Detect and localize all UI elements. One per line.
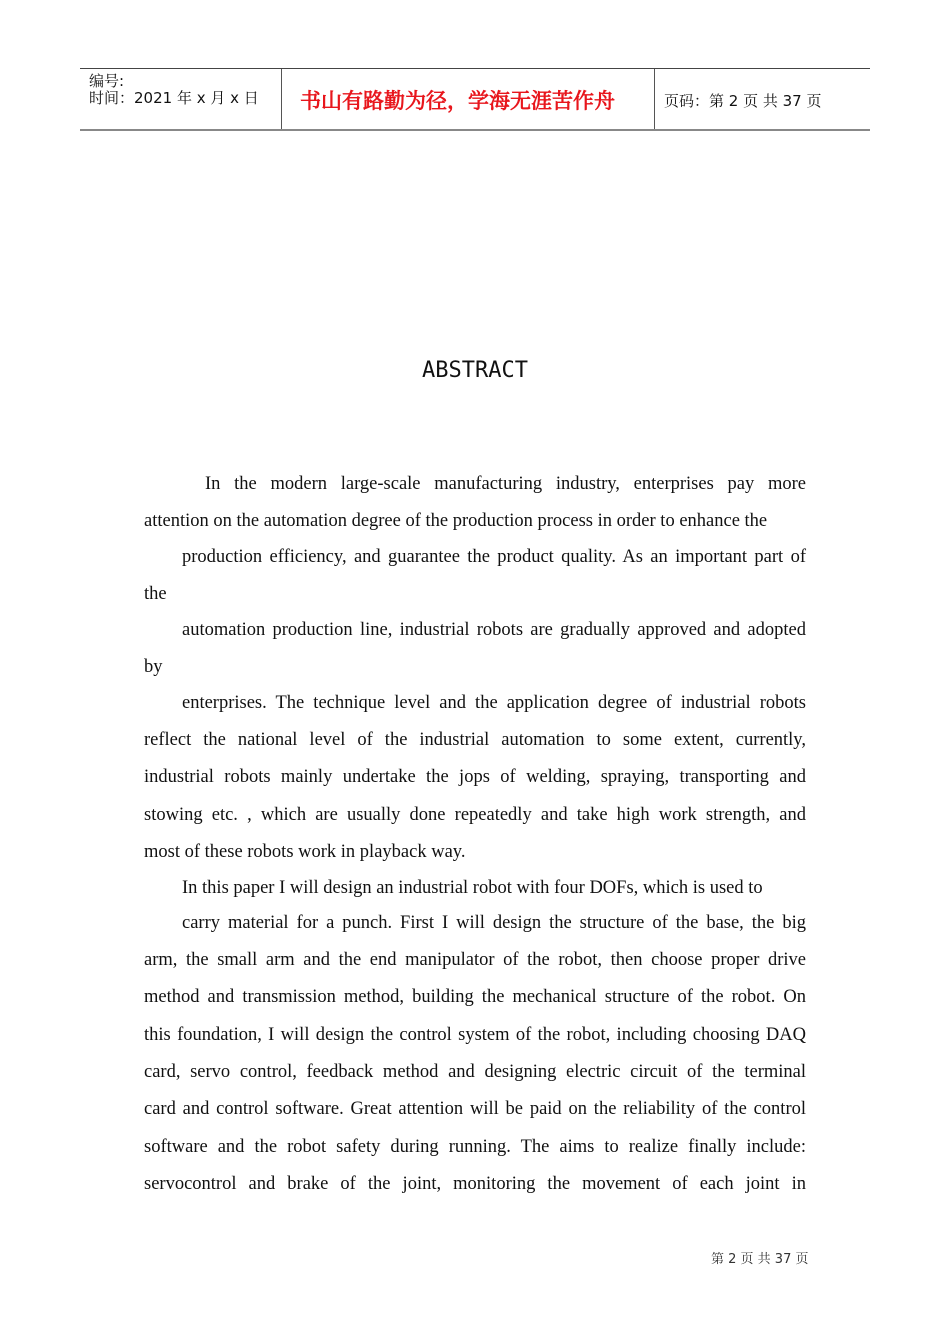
- text-line: enterprises. The technique level and the application degree of industrial robots: [182, 693, 806, 713]
- text-line: this foundation, I will design the control system of the robot, including choosing DAQ: [144, 1025, 806, 1045]
- header-page-info: 页码：第 2 页 共 37 页: [664, 92, 822, 110]
- text-line: stowing etc. , which are usually done repeatedly and take high work strength, and: [144, 805, 806, 825]
- text-line: most of these robots work in playback way.: [144, 842, 466, 862]
- header-motto: 书山有路勤为径，学海无涯苦作舟: [300, 89, 615, 113]
- text-line: arm, the small arm and the end manipulator of the robot, then choose proper drive: [144, 950, 806, 970]
- text-line: by: [144, 657, 163, 677]
- page-footer: 第 2 页 共 37 页: [711, 1252, 809, 1267]
- text-line: software and the robot safety during running. The aims to realize finally include:: [144, 1137, 806, 1157]
- header-divider: [654, 69, 655, 129]
- document-date: 时间：2021 年 x 月 x 日: [89, 89, 259, 107]
- page-header: [80, 68, 870, 131]
- text-line: industrial robots mainly undertake the jops of welding, spraying, transporting and: [144, 767, 806, 787]
- text-line: reflect the national level of the industrial automation to some extent, currently,: [144, 730, 806, 750]
- text-line: the: [144, 584, 167, 604]
- text-line: carry material for a punch. First I will design the structure of the base, the big: [182, 913, 806, 933]
- text-line: In the modern large-scale manufacturing industry, enterprises pay more: [205, 474, 806, 494]
- text-line: attention on the automation degree of the production process in order to enhance the: [144, 511, 768, 531]
- text-line: automation production line, industrial robots are gradually approved and adopted: [182, 620, 806, 640]
- text-line: method and transmission method, building the mechanical structure of the robot. On: [144, 987, 806, 1007]
- document-number-label: 编号:: [89, 72, 125, 90]
- text-line: card and control software. Great attention will be paid on the reliability of the control: [144, 1099, 806, 1119]
- abstract-title: ABSTRACT: [422, 358, 528, 383]
- text-line: servocontrol and brake of the joint, monitoring the movement of each joint in: [144, 1174, 806, 1194]
- header-divider: [281, 69, 282, 129]
- text-line: In this paper I will design an industrial robot with four DOFs, which is used to: [182, 878, 763, 898]
- text-line: card, servo control, feedback method and designing electric circuit of the terminal: [144, 1062, 806, 1082]
- text-line: production efficiency, and guarantee the product quality. As an important part of: [182, 547, 806, 567]
